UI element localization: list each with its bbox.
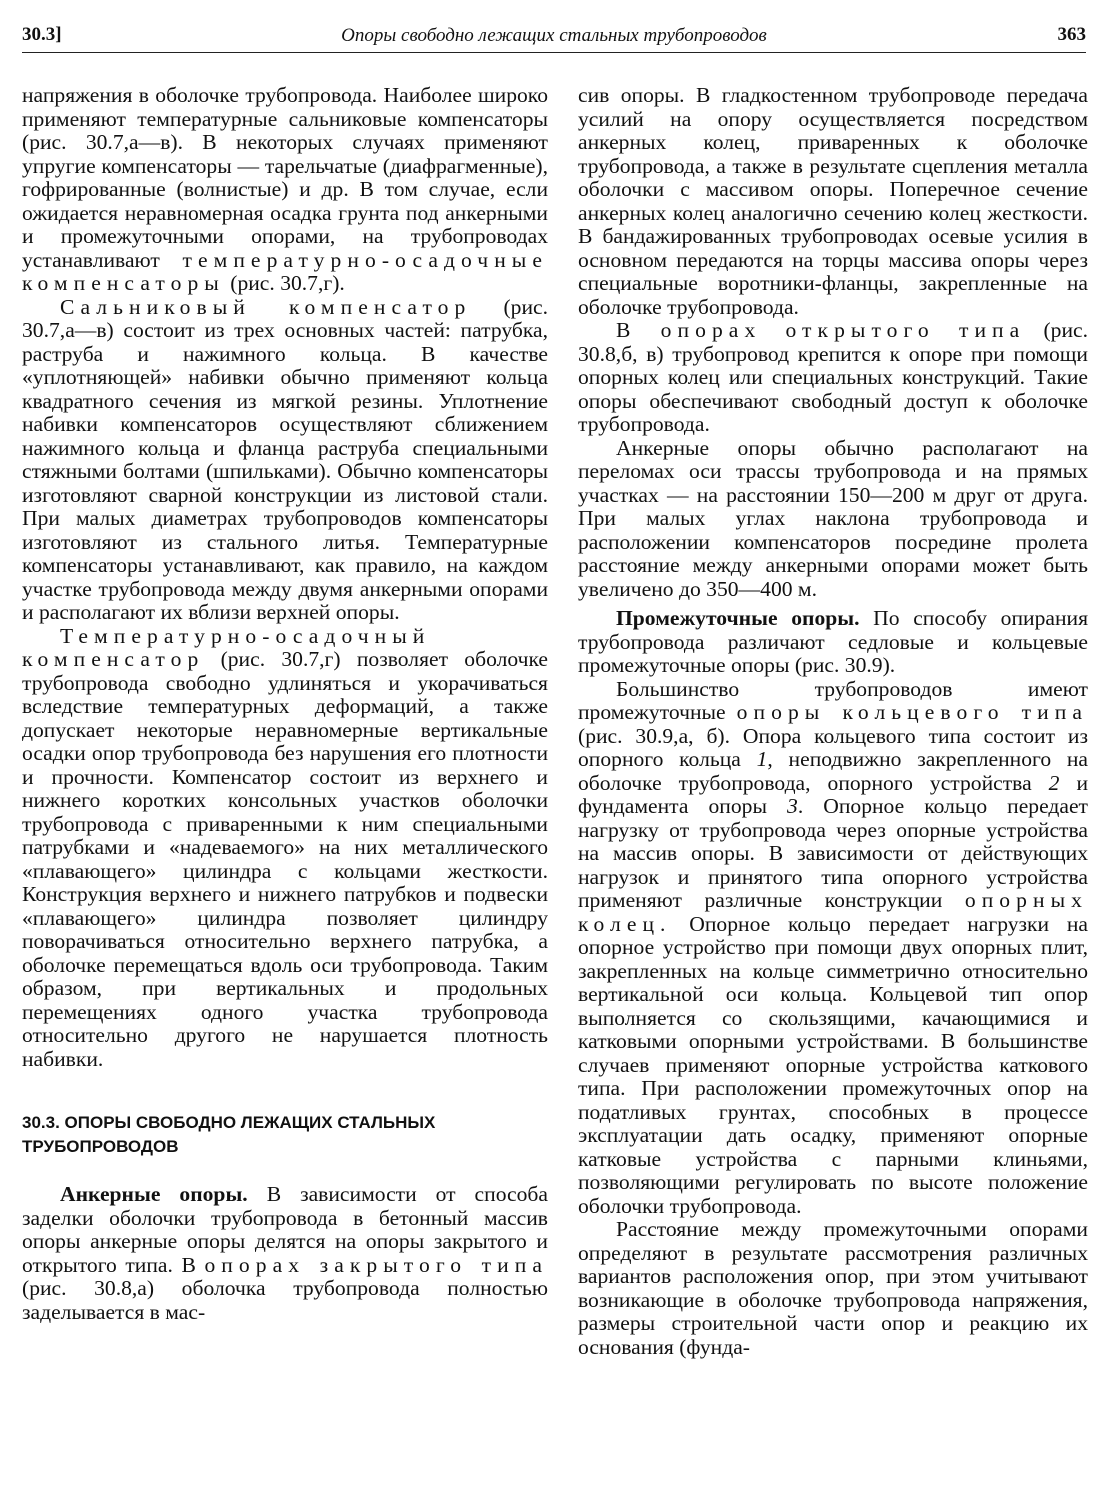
spaced-term: В опорах открытого типа (616, 318, 1026, 342)
spaced-term: опорах закрытого типа (204, 1252, 548, 1277)
paragraph: Расстояние между промежуточными опорами определяют в результате рассмотрения различных вариантов расположения опор, при этом учитывают возникающие в оболочке трубопровода напряжения, размеры строительной части опор и реакцию их основания (фунда- (578, 1217, 1088, 1359)
left-column (22, 84, 548, 1324)
spaced-term: температурно-осадочные компенсаторы (22, 247, 548, 295)
paragraph: Промежуточные опоры. По способу опирания трубопровода различают седловые и кольцевые промежуточные опоры (рис. 30.9). (578, 606, 1089, 677)
figure-ref-number: 3 (787, 794, 798, 818)
paragraph: Анкерные опоры обычно располагают на переломах оси трассы трубопровода и на прямых участках — на расстоянии 150—200 м друг от друга. При малых углах наклона трубопровода и расположении компенсаторов посредине пролета расстояние между анкерными опорами может быть увеличено до 350—400 м. (578, 435, 1088, 601)
run-in-heading: Промежуточные опоры. (616, 606, 860, 630)
paragraph: Сальниковый компенсатор (рис. 30.7,а—в) состоит из трех основных частей: патрубка, раструба и нажимного кольца. В качестве «уплотняющей» набивки обычно применяют кольца квадратного сечения из мягкой резины. Уплотнение набивки компенсаторов осуществляют сближением нажимного кольца и фланца раструба специальными стяжными болтами (шпильками). Обычно компенсаторы изготовляют сварной конструкции из листовой стали. При малых диаметрах трубопроводов компенсаторы изготовляют из стального литья. Температурные компенсаторы устанавливают, как правило, на каждом участке трубопровода между двумя анкерными опорами и располагают их вблизи верхней опоры. (22, 294, 548, 624)
paragraph: В опорах открытого типа (рис. 30.8,б, в) трубопровод крепится к опоре при помощи опорных колец или специальных конструкций. Такие опоры обеспечивают свободный доступ к оболочке трубопровода. (578, 318, 1088, 436)
running-header (22, 16, 1086, 53)
right-column (578, 84, 1088, 1359)
spaced-term: Сальниковый компенсатор (60, 294, 472, 319)
paragraph: напряжения в оболочке трубопровода. Наиболее широко применяют температурные сальниковые компенсаторы (рис. 30.7,а—в). В некоторых случаях применяют упругие компенсаторы — тарельчатые (диафрагменные), гофрированные (волнистые) и др. В том случае, если ожидается неравномерная осадка грунта под анкерными и промежуточными опорами, на трубопроводах устанавливают температурно-осадочные компенсаторы (рис. 30.7,г). (22, 83, 548, 295)
run-in-heading: Анкерные опоры. (60, 1182, 248, 1206)
spaced-term: Температурно-осадочный компенсатор (22, 623, 431, 671)
paragraph: Анкерные опоры. В зависимости от способа заделки оболочки трубопровода в бетонный массив опоры анкерные опоры делятся на опоры закрытого и открытого типа. В опорах закрытого типа (рис. 30.8,а) оболочка трубопровода полностью заделывается в мас- (22, 1182, 548, 1324)
paragraph: Температурно-осадочный компенсатор (рис. 30.7,г) позволяет оболочке трубопровода свободно удлиняться и укорачиваться вследствие температурных деформаций, а также допускает некоторые неравномерные вертикальные осадки опор трубопровода без нарушения его плотности и прочности. Компенсатор состоит из верхнего и нижнего коротких консольных участков оболочки трубопровода с приваренными к ним специальными патрубками и «надеваемого» на них металлического «плавающего» цилиндра с кольцами жесткости. Конструкция верхнего и нижнего патрубков и подвески «плавающего» цилиндра позволяет цилиндру поворачиваться относительно верхнего патрубка, а оболочке перемещаться вдоль оси трубопровода. Таким образом, при вертикальных и продольных перемещениях одного участка трубопровода относительно другого не нарушается плотность набивки. (22, 623, 548, 1071)
figure-ref-number: 2 (1048, 770, 1060, 795)
page-number: 363 (1057, 24, 1086, 45)
spaced-term: опорных колец. (578, 888, 1088, 936)
section-number: 30.3] (22, 24, 62, 45)
section-heading: 30.3. ОПОРЫ СВОБОДНО ЛЕЖАЩИХ СТАЛЬНЫХ ТРУБОПРОВОДОВ (22, 1113, 436, 1156)
paragraph: Большинство трубопроводов имеют промежуточные опоры кольцевого типа (рис. 30.9,а, б). Опора кольцевого типа состоит из опорного кольца 1, неподвижно закрепленного на оболочке трубопровода, опорного устройства 2 и фундамента опоры 3. Опорное кольцо передает нагрузку от трубопровода через опорные устройства на массив опоры. В зависимости от действующих нагрузок и принятого типа опорного устройства применяют различные конструкции опорных колец. Опорное кольцо передает нагрузки на опорное устройство при помощи двух опорных плит, закрепленных на кольце симметрично относительно вертикальной оси кольца. Кольцевой тип опор выполняется со скользящими, качающимися и катковыми опорными устройствами. В большинстве случаев применяют опорные устройства каткового типа. При расположении промежуточных опор на податливых грунтах, способных в процессе эксплуатации дать осадку, применяют опорные катковые устройства с парными клиньями, позволяющими регулировать по высоте положение оболочки трубопровода. (578, 676, 1089, 1218)
figure-ref-number: 1 (756, 747, 768, 771)
spaced-term: опоры кольцевого типа (736, 700, 1088, 724)
running-title: Опоры свободно лежащих стальных трубопроводов (341, 25, 767, 46)
paragraph: сив опоры. В гладкостенном трубопроводе передача усилий на опору осуществляется посредством анкерных колец, приваренных к оболочке трубопровода, а также в результате сцепления металла оболочки с массивом опоры. Поперечное сечение анкерных колец аналогично сечению колец жесткости. В бандажированных трубопроводах осевые усилия в основном передаются на торцы массива опоры через специальные воротники-фланцы, закрепленные на оболочке трубопровода. (578, 83, 1088, 319)
